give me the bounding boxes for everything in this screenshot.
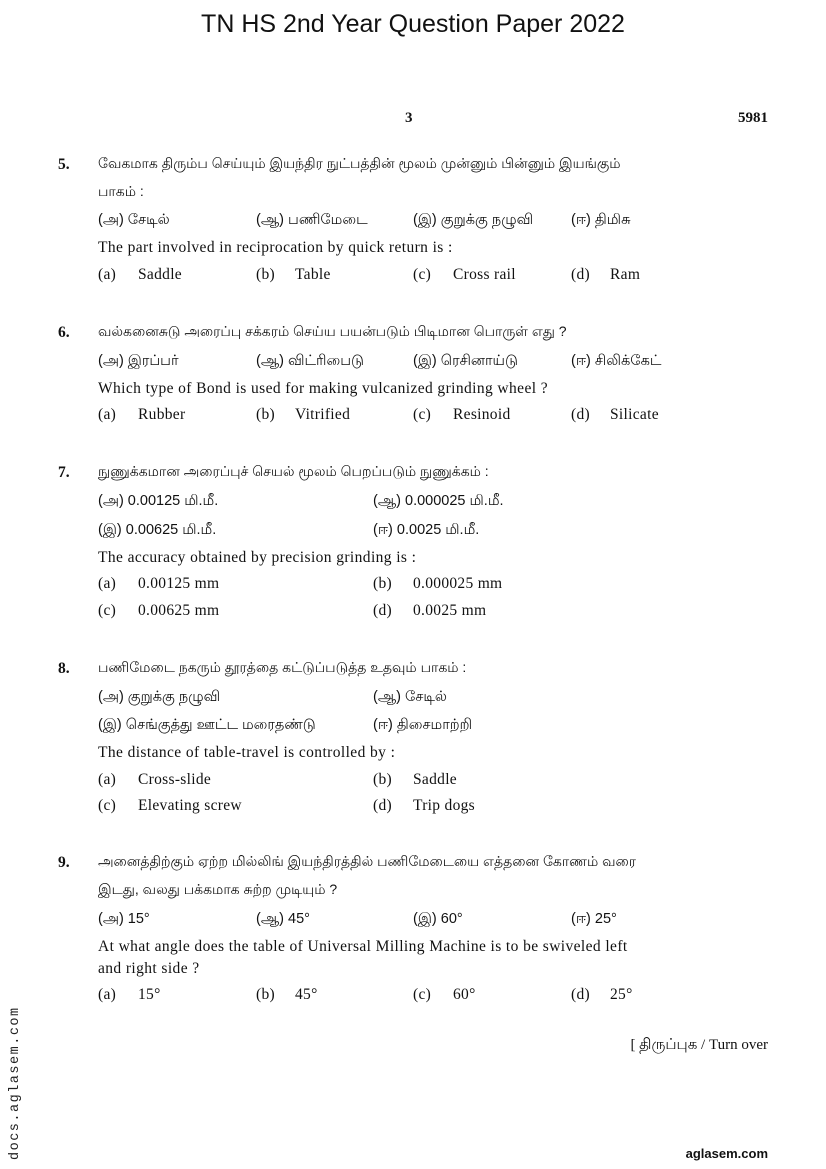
- option-label: (d): [373, 602, 392, 619]
- turn-over-note: [ திருப்புக / Turn over: [630, 1037, 768, 1053]
- tamil-question-line: நுணுக்கமான அரைப்புச் செயல் மூலம் பெறப்படும் நுணுக்கம் :: [98, 463, 489, 479]
- tamil-option: (ஈ) 25°: [571, 911, 617, 927]
- option-label: (b): [256, 986, 275, 1003]
- option-label: (c): [98, 797, 117, 814]
- option-text: 0.0025 mm: [413, 602, 487, 619]
- tamil-question-line: இடது, வலது பக்கமாக சுற்ற முடியும் ?: [98, 881, 338, 897]
- tamil-question-line: வேகமாக திரும்ப செய்யும் இயந்திர நுட்பத்தின் மூலம் முன்னும் பின்னும் இயங்கும்: [98, 155, 621, 171]
- option-label: (d): [571, 266, 590, 283]
- tamil-option: (ஈ) திமிசு: [571, 212, 631, 228]
- option-text: Rubber: [138, 406, 186, 423]
- question-number: 8.: [58, 660, 70, 677]
- english-question: At what angle does the table of Universal Milling Machine is to be swiveled left: [98, 938, 628, 955]
- tamil-option: (இ) ரெசினாய்டு: [413, 353, 518, 369]
- english-question: The accuracy obtained by precision grinding is :: [98, 549, 417, 566]
- tamil-option: (ஆ) 45°: [256, 911, 310, 927]
- option-label: (a): [98, 406, 117, 423]
- option-text: Vitrified: [295, 406, 351, 423]
- tamil-option: (அ) குறுக்கு நழுவி: [98, 689, 221, 705]
- option-text: Elevating screw: [138, 797, 242, 814]
- option-label: (b): [373, 771, 392, 788]
- tamil-option: (ஆ) விட்ரிபைடு: [256, 353, 364, 369]
- tamil-option: (இ) குறுக்கு நழுவி: [413, 212, 534, 228]
- option-text: 45°: [295, 986, 318, 1003]
- option-label: (d): [571, 406, 590, 423]
- english-question: The distance of table-travel is controlled by :: [98, 744, 396, 761]
- english-question: The part involved in reciprocation by quick return is :: [98, 239, 453, 256]
- option-label: (c): [413, 986, 432, 1003]
- option-label: (a): [98, 771, 117, 788]
- option-label: (b): [373, 575, 392, 592]
- option-label: (b): [256, 266, 275, 283]
- option-label: (b): [256, 406, 275, 423]
- tamil-option: (இ) 0.00625 மி.மீ.: [98, 522, 217, 538]
- tamil-option: (ஆ) 0.000025 மி.மீ.: [373, 493, 504, 509]
- option-text: Ram: [610, 266, 641, 283]
- page-title: TN HS 2nd Year Question Paper 2022: [201, 10, 625, 38]
- option-text: Saddle: [138, 266, 182, 283]
- option-text: Saddle: [413, 771, 457, 788]
- tamil-option: (இ) 60°: [413, 911, 463, 927]
- question-number: 9.: [58, 854, 70, 871]
- page-number: 3: [405, 110, 413, 126]
- tamil-option: (ஈ) சிலிக்கேட்: [571, 353, 662, 369]
- paper-code: 5981: [738, 110, 768, 126]
- watermark: docs.aglasem.com: [8, 1006, 23, 1160]
- tamil-option: (ஆ) சேடில்: [373, 689, 447, 705]
- tamil-option: (ஈ) 0.0025 மி.மீ.: [373, 522, 480, 538]
- option-text: Cross-slide: [138, 771, 212, 788]
- option-text: Trip dogs: [413, 797, 475, 814]
- option-label: (d): [373, 797, 392, 814]
- english-question: Which type of Bond is used for making vulcanized grinding wheel ?: [98, 380, 548, 397]
- option-label: (a): [98, 575, 117, 592]
- option-text: 60°: [453, 986, 476, 1003]
- tamil-option: (அ) 15°: [98, 911, 150, 927]
- option-label: (c): [413, 266, 432, 283]
- option-text: 0.00625 mm: [138, 602, 220, 619]
- option-label: (c): [98, 602, 117, 619]
- tamil-question-line: அனைத்திற்கும் ஏற்ற மில்லிங் இயந்திரத்தில் பணிமேடையை எத்தனை கோணம் வரை: [98, 853, 636, 869]
- option-text: Table: [295, 266, 331, 283]
- tamil-option: (ஈ) திசைமாற்றி: [373, 717, 473, 733]
- tamil-question-line: பணிமேடை நகரும் தூரத்தை கட்டுப்படுத்த உதவும் பாகம் :: [98, 659, 467, 675]
- question-number: 7.: [58, 464, 70, 481]
- tamil-option: (அ) 0.00125 மி.மீ.: [98, 493, 219, 509]
- option-text: 0.000025 mm: [413, 575, 503, 592]
- option-text: 0.00125 mm: [138, 575, 220, 592]
- option-label: (d): [571, 986, 590, 1003]
- option-text: Resinoid: [453, 406, 511, 423]
- question-number: 5.: [58, 156, 70, 173]
- question-number: 6.: [58, 324, 70, 341]
- option-text: Cross rail: [453, 266, 516, 283]
- tamil-question-line: வல்கனைசுடு அரைப்பு சக்கரம் செய்ய பயன்படும் பிடிமான பொருள் எது ?: [98, 323, 567, 339]
- tamil-option: (அ) இரப்பர்: [98, 353, 179, 369]
- footer-brand: aglasem.com: [685, 1146, 768, 1161]
- option-label: (c): [413, 406, 432, 423]
- tamil-option: (ஆ) பணிமேடை: [256, 212, 368, 228]
- option-label: (a): [98, 266, 117, 283]
- option-text: Silicate: [610, 406, 659, 423]
- tamil-question-line: பாகம் :: [98, 183, 144, 199]
- option-label: (a): [98, 986, 117, 1003]
- option-text: 15°: [138, 986, 161, 1003]
- english-question-line2: and right side ?: [98, 960, 200, 977]
- tamil-option: (இ) செங்குத்து ஊட்ட மரைதண்டு: [98, 717, 316, 733]
- tamil-option: (அ) சேடில்: [98, 212, 170, 228]
- option-text: 25°: [610, 986, 633, 1003]
